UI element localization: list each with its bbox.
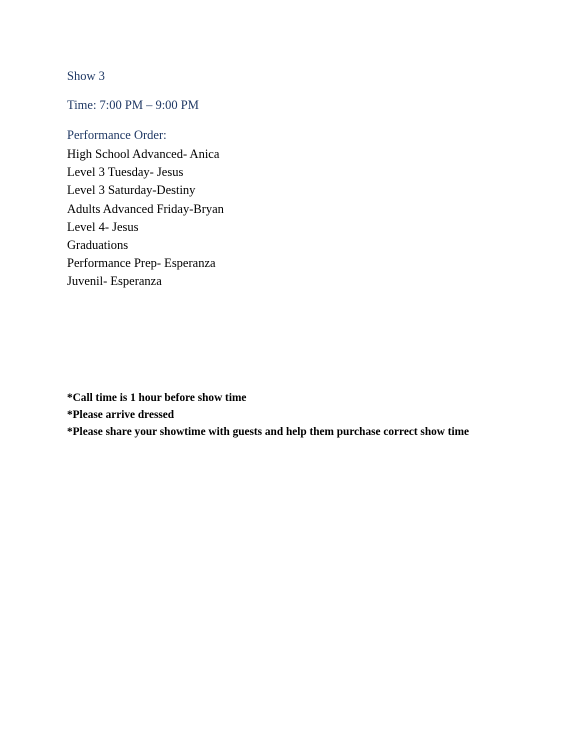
performance-order-item: High School Advanced- Anica — [67, 147, 220, 161]
performance-order-item: Juvenil- Esperanza — [67, 274, 162, 289]
performance-order-item: Level 3 Tuesday- Jesus — [67, 165, 184, 180]
note-call-time: *Call time is 1 hour before show time — [67, 392, 247, 404]
performance-order-item: Graduations — [67, 238, 129, 253]
notes-list — [67, 390, 469, 442]
performance-order-list — [67, 145, 224, 291]
performance-order-item: Level 3 Saturday-Destiny — [67, 183, 196, 198]
note-share-showtime: *Please share your showtime with guests and help them purchase correct show time — [67, 426, 470, 439]
show-title: Show 3 — [67, 69, 105, 83]
performance-order-item: Performance Prep- Esperanza — [67, 256, 216, 271]
performance-order-item: Level 4- Jesus — [67, 219, 139, 234]
show-time: Time: 7:00 PM – 9:00 PM — [67, 98, 199, 112]
performance-order-item: Adults Advanced Friday-Bryan — [67, 201, 224, 216]
note-arrive-dressed: *Please arrive dressed — [67, 409, 175, 422]
performance-order-heading: Performance Order: — [67, 128, 167, 142]
